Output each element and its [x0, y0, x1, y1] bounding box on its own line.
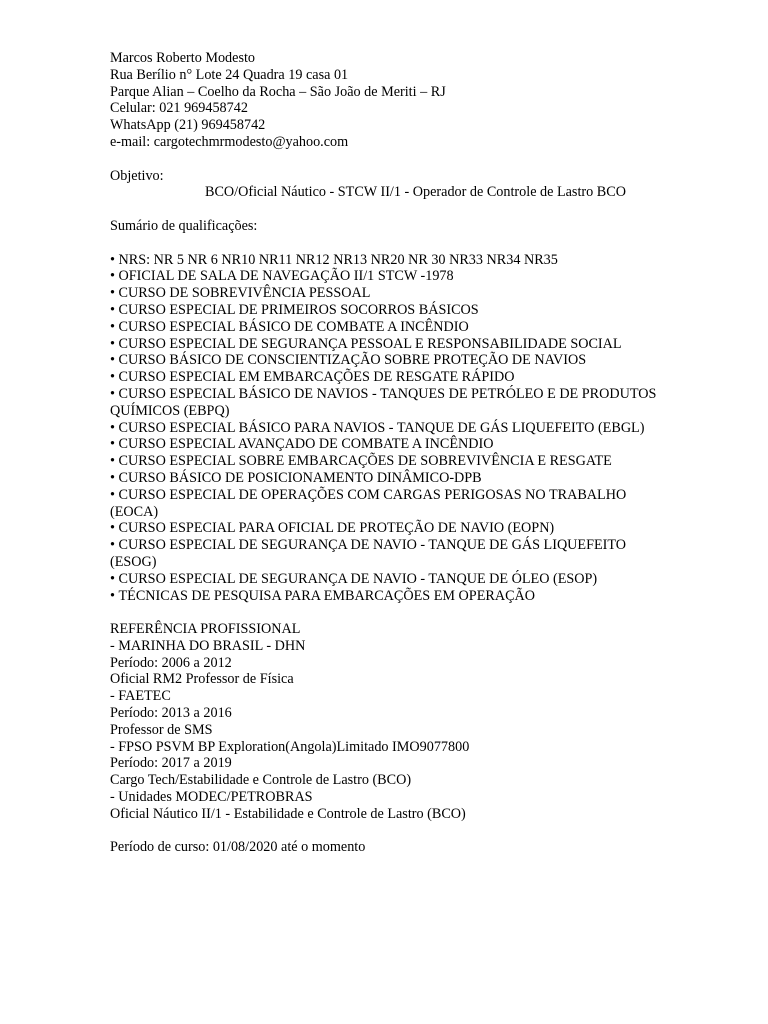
- reference-line: Período: 2006 a 2012: [110, 654, 232, 671]
- qualification-item: • CURSO ESPECIAL AVANÇADO DE COMBATE A INCÊNDIO: [110, 436, 658, 453]
- reference-line: Oficial Náutico II/1 - Estabilidade e Controle de Lastro (BCO): [110, 805, 466, 822]
- reference-line: - FAETEC: [110, 688, 171, 705]
- qualification-item: • CURSO ESPECIAL SOBRE EMBARCAÇÕES DE SOBREVIVÊNCIA E RESGATE: [110, 453, 658, 470]
- spacer: [110, 823, 670, 840]
- qualification-item: • CURSO ESPECIAL BÁSICO DE NAVIOS - TANQUES DE PETRÓLEO E DE PRODUTOS QUÍMICOS (EBPQ): [110, 386, 658, 420]
- qualification-item: • CURSO ESPECIAL DE OPERAÇÕES COM CARGAS PERIGOSAS NO TRABALHO (EOCA): [110, 487, 658, 521]
- objective-value: BCO/Oficial Náutico - STCW II/1 - Operador de Controle de Lastro BCO: [205, 184, 626, 201]
- bullet-icon: [110, 520, 119, 536]
- bullet-icon: [110, 537, 119, 553]
- bullet-icon: [110, 252, 119, 268]
- qualification-item: • CURSO BÁSICO DE CONSCIENTIZAÇÃO SOBRE PROTEÇÃO DE NAVIOS: [110, 352, 658, 369]
- qualification-item: • CURSO ESPECIAL PARA OFICIAL DE PROTEÇÃO DE NAVIO (EOPN): [110, 520, 658, 537]
- objective-section: [110, 168, 670, 202]
- email-address: e-mail: cargotechmrmodesto@yahoo.com: [110, 133, 349, 150]
- bullet-icon: [110, 487, 119, 503]
- bullet-icon: [110, 470, 119, 486]
- reference-line: Professor de SMS: [110, 721, 213, 738]
- qualification-item: • CURSO ESPECIAL DE SEGURANÇA DE NAVIO - TANQUE DE GÁS LIQUEFEITO (ESOG): [110, 537, 658, 571]
- qualification-item: • CURSO ESPECIAL DE SEGURANÇA DE NAVIO - TANQUE DE ÓLEO (ESOP): [110, 571, 658, 588]
- qualification-item: • TÉCNICAS DE PESQUISA PARA EMBARCAÇÕES EM OPERAÇÃO: [110, 588, 658, 605]
- spacer: [110, 604, 670, 621]
- reference-line: - Unidades MODEC/PETROBRAS: [110, 789, 313, 806]
- course-period: Período de curso: 01/08/2020 até o momento: [110, 839, 366, 856]
- references-label: REFERÊNCIA PROFISSIONAL: [110, 621, 301, 638]
- bullet-icon: [110, 302, 119, 318]
- street-address: Rua Berílio n° Lote 24 Quadra 19 casa 01: [110, 66, 349, 83]
- bullet-icon: [110, 420, 119, 436]
- reference-line: - FPSO PSVM BP Exploration(Angola)Limitado IMO9077800: [110, 738, 470, 755]
- references-section: [110, 621, 670, 823]
- whatsapp-number: WhatsApp (21) 969458742: [110, 117, 266, 134]
- objective-label: Objetivo:: [110, 167, 164, 184]
- qualification-item: • CURSO ESPECIAL DE PRIMEIROS SOCORROS BÁSICOS: [110, 302, 658, 319]
- bullet-icon: [110, 268, 119, 284]
- reference-line: Período: 2013 a 2016: [110, 705, 232, 722]
- resume-document: [110, 50, 670, 856]
- bullet-icon: [110, 369, 119, 385]
- bullet-icon: [110, 571, 119, 587]
- qualification-item: • CURSO ESPECIAL EM EMBARCAÇÕES DE RESGATE RÁPIDO: [110, 369, 658, 386]
- qualification-item: • CURSO DE SOBREVIVÊNCIA PESSOAL: [110, 285, 658, 302]
- contact-block: [110, 50, 670, 151]
- reference-line: Cargo Tech/Estabilidade e Controle de Lastro (BCO): [110, 772, 412, 789]
- qualification-item: • CURSO ESPECIAL BÁSICO PARA NAVIOS - TANQUE DE GÁS LIQUEFEITO (EBGL): [110, 420, 658, 437]
- spacer: [110, 151, 670, 168]
- district-address: Parque Alian – Coelho da Rocha – São João de Meriti – RJ: [110, 83, 446, 100]
- qualification-item: • OFICIAL DE SALA DE NAVEGAÇÃO II/1 STCW -1978: [110, 268, 658, 285]
- qualifications-section: [110, 218, 670, 604]
- reference-line: Oficial RM2 Professor de Física: [110, 671, 294, 688]
- bullet-icon: [110, 336, 119, 352]
- bullet-icon: [110, 319, 119, 335]
- qualification-item: • CURSO BÁSICO DE POSICIONAMENTO DINÂMICO-DPB: [110, 470, 658, 487]
- reference-line: - MARINHA DO BRASIL - DHN: [110, 637, 306, 654]
- cell-phone: Celular: 021 969458742: [110, 100, 248, 117]
- bullet-icon: [110, 386, 119, 402]
- qualifications-list: [110, 252, 658, 605]
- bullet-icon: [110, 352, 119, 368]
- qualification-item: • CURSO ESPECIAL BÁSICO DE COMBATE A INCÊNDIO: [110, 319, 658, 336]
- bullet-icon: [110, 436, 119, 452]
- qualifications-label: Sumário de qualificações:: [110, 217, 258, 234]
- candidate-name: Marcos Roberto Modesto: [110, 50, 256, 66]
- spacer: [110, 235, 670, 252]
- qualification-item: • NRS: NR 5 NR 6 NR10 NR11 NR12 NR13 NR20 NR 30 NR33 NR34 NR35: [110, 252, 658, 269]
- bullet-icon: [110, 588, 119, 604]
- qualification-item: • CURSO ESPECIAL DE SEGURANÇA PESSOAL E RESPONSABILIDADE SOCIAL: [110, 336, 658, 353]
- reference-line: Período: 2017 a 2019: [110, 755, 232, 772]
- spacer: [110, 201, 670, 218]
- bullet-icon: [110, 453, 119, 469]
- bullet-icon: [110, 285, 119, 301]
